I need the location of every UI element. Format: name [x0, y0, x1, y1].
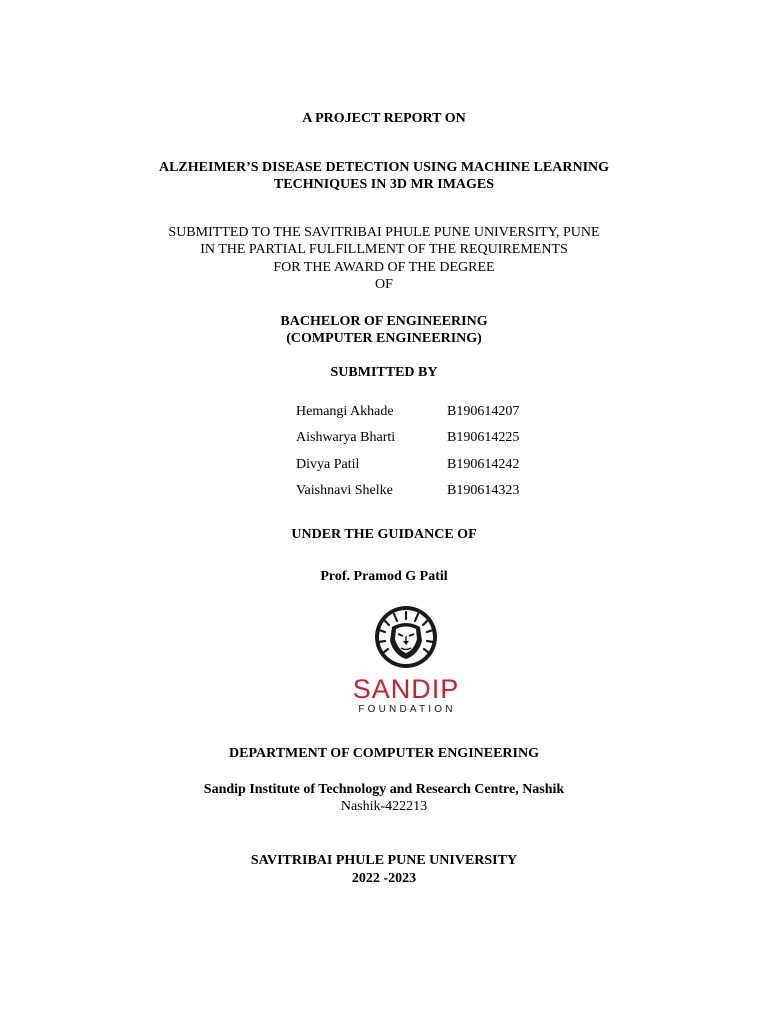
institute-name: Sandip Institute of Technology and Research Centre, Nashik: [203, 782, 565, 797]
submission-line-4: OF: [375, 277, 393, 292]
member-id: B190614207: [447, 404, 520, 419]
logo-wordmark: SANDIP: [352, 674, 460, 704]
submission-line-2: IN THE PARTIAL FULFILLMENT OF THE REQUIREMENTS: [200, 242, 568, 257]
member-row: [296, 403, 556, 429]
member-id: B190614225: [447, 430, 520, 446]
logo-subtitle: FOUNDATION: [358, 704, 456, 715]
member-row: [296, 429, 556, 455]
member-id: B190614242: [447, 456, 520, 472]
submitted-by-heading: SUBMITTED BY: [330, 365, 438, 380]
department-name: DEPARTMENT OF COMPUTER ENGINEERING: [229, 746, 539, 761]
member-row: [296, 456, 556, 482]
report-title-line-2: TECHNIQUES IN 3D MR IMAGES: [273, 177, 495, 192]
member-id: B190614323: [447, 482, 520, 498]
member-name: Aishwarya Bharti: [296, 430, 396, 446]
member-row: [296, 482, 556, 508]
university-name: SAVITRIBAI PHULE PUNE UNIVERSITY: [250, 853, 518, 868]
lion-emblem-icon: [340, 605, 470, 715]
guide-name: Prof. Pramod G Patil: [320, 569, 448, 584]
member-name: Vaishnavi Shelke: [296, 482, 393, 498]
report-heading: A PROJECT REPORT ON: [302, 111, 466, 126]
degree-line-1: BACHELOR OF ENGINEERING: [280, 314, 488, 329]
institute-location: Nashik-422213: [340, 799, 428, 814]
submission-line-3: FOR THE AWARD OF THE DEGREE: [273, 260, 495, 275]
degree-line-2: (COMPUTER ENGINEERING): [286, 331, 482, 346]
member-name: Divya Patil: [296, 456, 360, 472]
academic-year: 2022 -2023: [351, 871, 417, 886]
members-table: [296, 403, 556, 508]
guidance-heading: UNDER THE GUIDANCE OF: [291, 527, 477, 542]
sandip-foundation-logo: [340, 605, 470, 715]
member-name: Hemangi Akhade: [296, 404, 394, 419]
submission-line-1: SUBMITTED TO THE SAVITRIBAI PHULE PUNE UNIVERSITY, PUNE: [168, 225, 600, 240]
report-title-line-1: ALZHEIMER’S DISEASE DETECTION USING MACHINE LEARNING: [158, 160, 610, 175]
